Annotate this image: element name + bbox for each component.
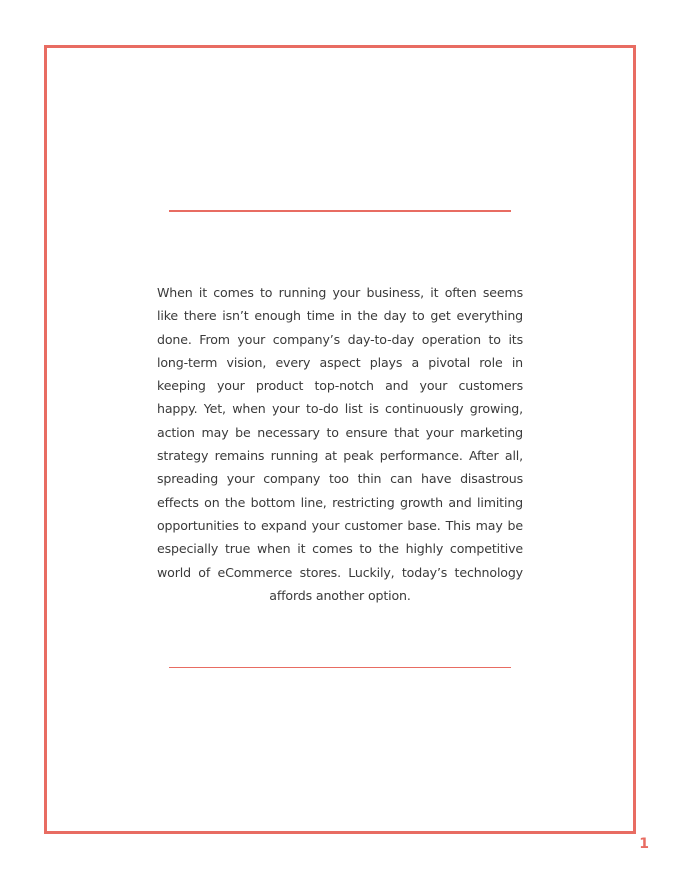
bottom-divider-line	[169, 667, 511, 668]
top-divider-line	[169, 210, 511, 212]
page-number: 1	[639, 836, 649, 852]
body-paragraph: When it comes to running your business, it often seems like there isn’t enough time in the day to get everything done. From your company’s day-to-day operation to its long-term vision, every aspect plays a pivotal role in keeping your product top-notch and your customers happy. Yet, when your to-do list is continuously growing, action may be necessary to ensure that your marketing strategy remains running at peak performance. After all, spreading your company too thin can have disastrous effects on the bottom line, restricting growth and limiting opportunities to expand your customer base. This may be especially true when it comes to the highly competitive world of eCommerce stores. Luckily, today’s technology affords another option.	[157, 285, 523, 603]
